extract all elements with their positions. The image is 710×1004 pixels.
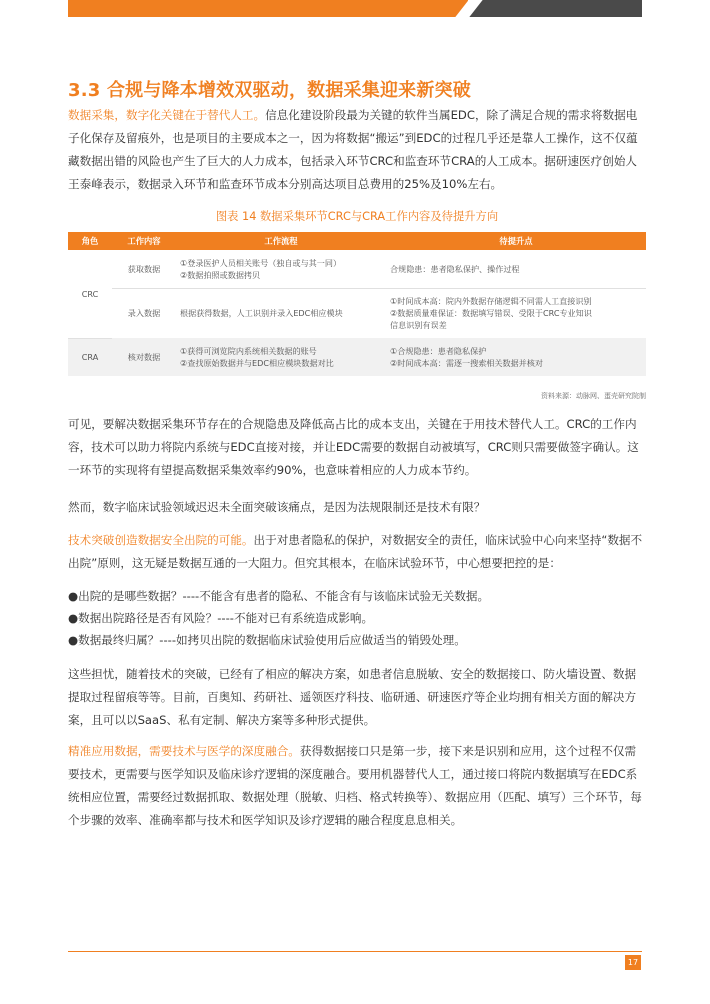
table-row [68, 338, 646, 376]
flow-line: ①获得可浏览院内系统相关数据的账号 [180, 346, 317, 356]
table-cell-flow [176, 338, 386, 376]
flow-line: ②数据拍照或数据拷贝 [180, 269, 261, 280]
paragraph-security [68, 529, 646, 575]
issue-line: ②数据质量难保证：数据填写错误、受限于CRC专业知识 [390, 308, 592, 319]
table-cell-role: CRA [68, 338, 112, 376]
table-cell-issue [386, 250, 646, 288]
table-cell-flow [176, 250, 386, 288]
list-item: ●出院的是哪些数据？----不能含有患者的隐私、不能含有与该临床试验无关数据。 [68, 589, 490, 603]
paragraph-solution: 可见，要解决数据采集环节存在的合规隐患及降低高占比的成本支出，关键在于用技术替代人工。CRC的工作内容，技术可以助力将院内系统与EDC直接对接，并让EDC需要的数据自动被填写，CRC则只需要做签字确认。这一环节的实现将有望提高数据采集效率约90%，也意味着相应的人力成本节约。 [68, 417, 639, 477]
paragraph-intro-highlight: 数据采集，数字化关键在于替代人工。 [68, 108, 266, 122]
issue-line: ①合规隐患：患者隐私保护 [390, 346, 487, 356]
table-row [68, 288, 646, 338]
issue-line: ②时间成本高：需逐一搜索相关数据并核对 [390, 358, 543, 368]
table-source: 资料来源：动脉网、蛋壳研究院制 [541, 392, 646, 400]
header-bar [68, 0, 642, 17]
table-cell-content: 获取数据 [112, 250, 176, 288]
paragraph-solutions: 这些担忧，随着技术的突破，已经有了相应的解决方案，如患者信息脱敏、安全的数据接口、防火墙设置、数据提取过程留痕等等。目前，百奥知、药研社、遥领医疗科技、临研通、研速医疗等企业均拥有相关方面的解决方案，且可以以SaaS、私有定制、解决方案等多种形式提供。 [68, 667, 637, 727]
list-item: ●数据出院路径是否有风险？----不能对已有系统造成影响。 [68, 611, 374, 625]
header-dark-band [468, 0, 642, 17]
section-title: 3.3 合规与降本增效双驱动，数据采集迎来新突破 [68, 80, 471, 101]
table-header-issues: 待提升点 [386, 232, 646, 250]
list-item: ●数据最终归属？----如拷贝出院的数据临床试验使用后应做适当的销毁处理。 [68, 633, 466, 647]
issue-line: 合规隐患：患者隐私保护、操作过程 [390, 263, 520, 274]
table-cell-flow [176, 288, 386, 338]
table-header-row [68, 232, 646, 250]
table-header-role: 角色 [68, 232, 112, 250]
paragraph-security-text: 出于对患者隐私的保护，对数据安全的责任，临床试验中心向来坚持“数据不出院”原则，这无疑是数据互通的一大阻力。但究其根本，在临床试验环节，中心想要把控的是： [68, 533, 643, 570]
paragraph-application-text: 获得数据接口只是第一步，接下来是识别和应用，这个过程不仅需要技术，更需要与医学知识及临床诊疗逻辑的深度融合。要用机器替代人工，通过接口将院内数据填写在EDC系统相应位置，需要经过数据抓取、数据处理（脱敏、归档、格式转换等）、数据应用（匹配、填写）三个环节，每个步骤的效率、准确率都与技术和医学知识及诊疗逻辑的融合程度息息相关。 [68, 744, 642, 827]
table-caption: 图表 14 数据采集环节CRC与CRA工作内容及待提升方向 [215, 210, 499, 223]
paragraph-application [68, 740, 646, 832]
page-number: 17 [625, 955, 641, 970]
table-header-flow: 工作流程 [176, 232, 386, 250]
table-cell-content: 核对数据 [112, 338, 176, 376]
paragraph-intro [68, 104, 646, 196]
flow-line: 根据获得数据，人工识别并录入EDC相应模块 [180, 308, 343, 319]
flow-line: ②查找原始数据并与EDC相应模块数据对比 [180, 358, 334, 368]
table-cell-issue [386, 288, 646, 338]
paragraph-intro-text: 信息化建设阶段最为关键的软件当属EDC，除了满足合规的需求将数据电子化保存及留痕外，也是项目的主要成本之一，因为将数据“搬运”到EDC的过程几乎还是靠人工操作，这不仅蕴藏数据出错的风险也产生了巨大的人力成本，包括录入环节CRC和监查环节CRA的人工成本。据研速医疗创始人王泰峰表示，数据录入环节和监查环节成本分别高达项目总费用的25%及10%左右。 [68, 108, 638, 191]
table-cell-role: CRC [68, 250, 112, 338]
table-cell-content: 录入数据 [127, 308, 161, 319]
table-cell-issue [386, 338, 646, 376]
work-content-table [68, 232, 646, 376]
table-header-content: 工作内容 [112, 232, 176, 250]
paragraph-security-highlight: 技术突破创造数据安全出院的可能。 [68, 533, 254, 547]
flow-line: ①登录医护人员相关账号（独自或与其一同） [180, 257, 342, 268]
header-accent-band [68, 0, 468, 17]
footer-divider [68, 951, 642, 952]
table-row [68, 250, 646, 288]
paragraph-question: 然而，数字临床试验领域迟迟未全面突破该痛点，是因为法规限制还是技术有限？ [68, 500, 486, 514]
issue-line: ①时间成本高：院内外数据存储逻辑不同需人工直接识别 [390, 296, 592, 307]
issue-line: 信息识别有误差 [390, 320, 447, 331]
paragraph-application-highlight: 精准应用数据，需要技术与医学的深度融合。 [68, 744, 300, 758]
